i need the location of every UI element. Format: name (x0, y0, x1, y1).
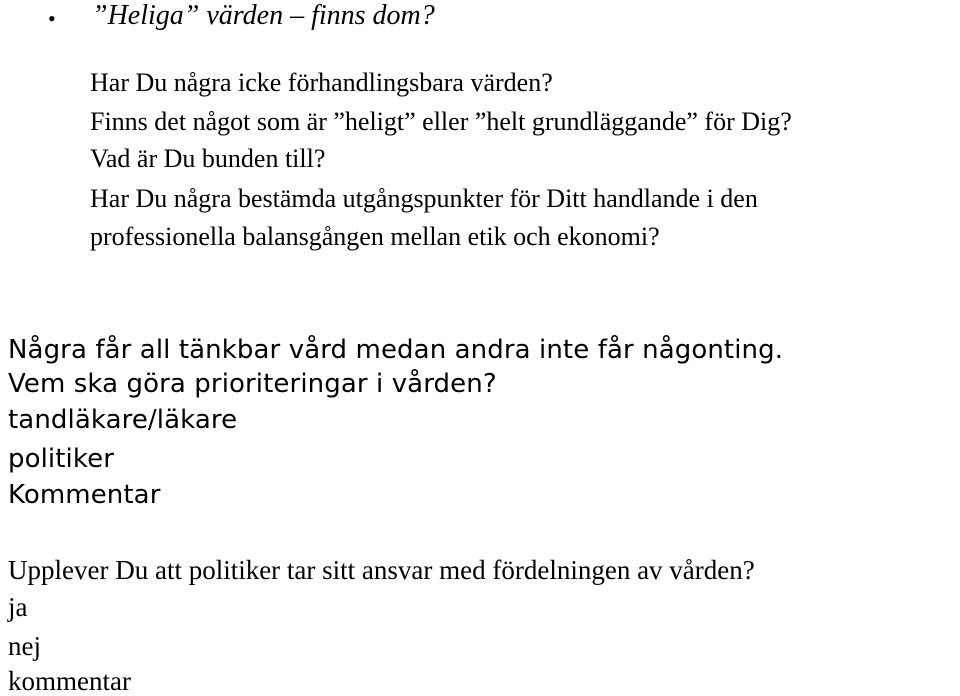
question-line-5: professionella balansgången mellan etik och ekonomi? (90, 222, 660, 251)
prioritization-question: Vem ska göra prioriteringar i vården? (8, 369, 497, 399)
responsibility-question: Upplever Du att politiker tar sitt ansvar med fördelningen av vården? (8, 555, 755, 585)
comment-label-2: kommentar (8, 666, 131, 696)
option-yes: ja (8, 592, 28, 622)
option-politicians: politiker (8, 444, 114, 474)
comment-label: Kommentar (8, 480, 161, 510)
option-no: nej (8, 631, 41, 661)
question-line-2: Finns det något som är ”heligt” eller ”helt grundläggande” för Dig? (90, 107, 792, 136)
question-line-4: Har Du några bestämda utgångspunkter för Ditt handlande i den (90, 184, 758, 213)
option-dentist-doctor: tandläkare/läkare (8, 405, 238, 435)
question-line-1: Har Du några icke förhandlingsbara värden? (90, 68, 553, 97)
bullet-symbol: • (48, 6, 56, 31)
section-heading: ”Heliga” värden – finns dom? (92, 0, 435, 31)
statement-line: Några får all tänkbar vård medan andra inte får någonting. (8, 335, 784, 365)
question-line-3: Vad är Du bunden till? (90, 144, 326, 173)
